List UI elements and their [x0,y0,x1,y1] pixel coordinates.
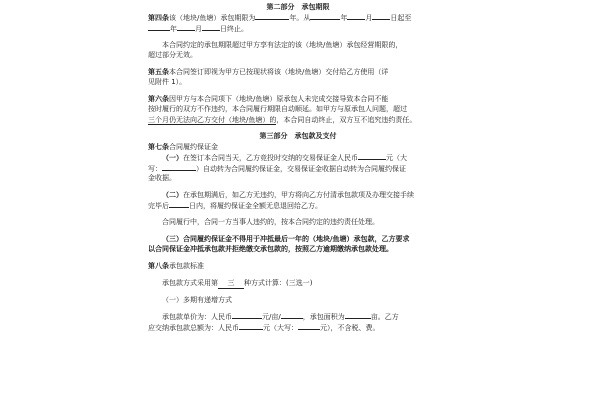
start-month-blank[interactable] [347,12,365,20]
unit-price-line: 承包款单价为：人民币 元/亩/ ，承包面积为 亩。乙方 [162,313,399,322]
article-4-note-line-1: 本合同约定的承包期限超过甲方享有法定的该（地块/鱼塘）承包经营期限的， [162,40,403,49]
start-year-blank[interactable] [310,12,340,20]
article-7-clause-1-line-3: 金收据。 [148,174,176,183]
section-2-title: 第二部分 承包期限 [266,3,330,11]
article-4-line-1: 第四条该（地块/鱼塘）承包期限为 年。从 年 月 日起至 [148,14,412,23]
article-7-clause-2-line-2: 完毕后 日内，将履约保证金全额无息退回给乙方。 [148,202,322,211]
deposit-amount-blank[interactable] [358,152,386,160]
article-4-note-line-2: 超过部分无效。 [148,50,197,59]
contract-body [148,2,448,332]
term-years-blank[interactable] [255,12,289,20]
article-7-clause-1-line-2: 写： ）自动转为合同履约保证金，交易保证金收据自动转为合同履约保证 [148,164,406,173]
refund-days-blank[interactable] [169,200,189,208]
article-5-line-2: 见附件 1）。 [148,78,187,87]
article-4-label: 第四条 [148,14,169,23]
area-blank[interactable] [345,311,371,319]
article-7-clause-3-line-1: （三）合同履约保证金不得用于冲抵最后一年的（地块/鱼塘）承包款，乙方要求 [162,234,410,243]
payment-method-value[interactable]: 三 [218,278,244,289]
section-3-title: 第三部分 承包款及支付 [259,132,337,141]
article-7-clause-1-line-1: （一）在签订本合同当天，乙方竞投时交纳的交易保证金人民币 元（大 [162,154,407,163]
payment-method-line: 承包款方式采用第 三 种方式计算：(三选一) [148,278,448,288]
article-7-label: 第七条 [148,142,169,151]
article-5-line-1: 第五条本合同签订即视为甲方已按现状将该（地块/鱼塘）交付给乙方使用（详 [148,67,389,76]
total-amount-line: 应交纳承包款总额为：人民币 元（大写： 元），不含税、费。 [148,323,380,332]
article-5-label: 第五条 [148,67,169,76]
article-6-label: 第六条 [148,94,169,103]
end-year-blank[interactable] [148,23,170,31]
end-day-blank[interactable] [202,23,220,31]
start-day-blank[interactable] [372,12,390,20]
article-7-heading: 第七条合同履约保证金 [148,142,218,151]
price-period-blank[interactable] [281,311,303,319]
article-6-line-1: 第六条因甲方与本合同项下（地块/鱼塘）原承包人未完成交接导致本合同不能 [148,94,389,103]
unit-price-blank[interactable] [232,311,262,319]
article-6-line-2: 按时履行的双方不作违约，本合同履行期限自动顺延。如甲方与原承包人问题，超过 [148,105,407,114]
total-amount-words-blank[interactable] [298,322,320,330]
end-month-blank[interactable] [177,23,195,31]
article-7-breach-text: 合同履行中，合同一方当事人违约的，按本合同约定的违约责任处理。 [162,217,379,226]
article-6-line-3: 三个月仍无法向乙方交付（地块/鱼塘）的，本合同自动终止，双方互不追究违约责任。 [148,115,417,124]
article-7-clause-3-line-2: 以合同保证金冲抵承包款并拒绝缴交承包款的，按照乙方逾期缴纳承包款处理。 [148,245,393,254]
article-8-heading: 第八条承包款标准 [148,261,204,270]
total-amount-blank[interactable] [239,322,263,330]
deposit-amount-words-blank[interactable] [162,163,196,171]
option-1-heading: （一）多期有递增方式 [162,295,232,304]
article-7-clause-2-line-1: （二）在承包期满后，如乙方无违约，甲方将向乙方付清承包款项及办理交接手续 [162,190,414,199]
article-8-label: 第八条 [148,261,169,270]
article-4-line-2: 年 月 日终止。 [148,23,448,33]
